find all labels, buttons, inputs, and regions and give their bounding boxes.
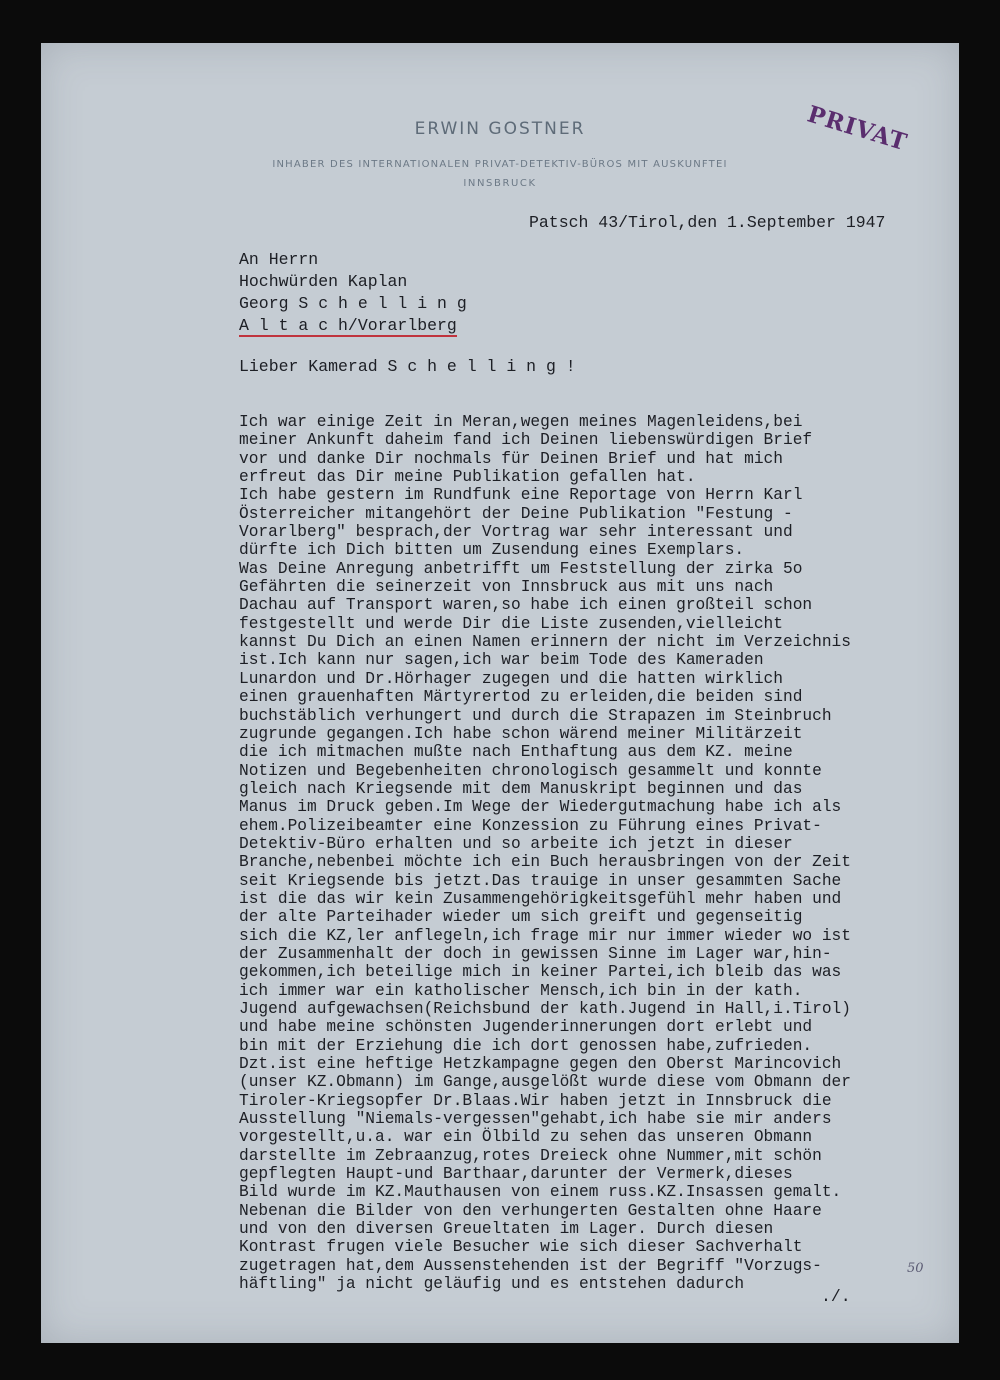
body-line: Ausstellung "Niemals-vergessen"gehabt,ich habe sie mir anders <box>239 1110 832 1129</box>
body-line: Detektiv-Büro erhalten und so arbeite ich jetzt in dieser <box>239 834 793 853</box>
body-line: festgestellt und werde Dir die Liste zusenden,vielleicht <box>239 614 783 633</box>
body-line: Branche,nebenbei möchte ich ein Buch herausbringen von der Zeit <box>239 853 851 872</box>
body-line: seit Kriegsende bis jetzt.Das trauige in unser gesammten Sache <box>239 871 842 890</box>
body-line: meiner Ankunft daheim fand ich Deinen liebenswürdigen Brief <box>239 431 813 450</box>
body-line: vor und danke Dir nochmals für Deinen Brief und hat mich <box>239 449 783 468</box>
body-line: Vorarlberg" besprach,der Vortrag war sehr interessant und <box>239 523 793 542</box>
body-line: Gefährten die seinerzeit von Innsbruck aus mit uns nach <box>239 578 774 597</box>
body-line: dürfte ich Dich bitten um Zusendung eines Exemplars. <box>239 541 745 560</box>
body-line: Jugend aufgewachsen(Reichsbund der kath.Jugend in Hall,i.Tirol) <box>239 1000 851 1018</box>
letterhead-name: ERWIN GOSTNER <box>414 119 586 139</box>
letterhead-subtitle: INHABER DES INTERNATIONALEN PRIVAT-DETEKTIV-BÜROS MIT AUSKUNFTEI <box>272 159 728 170</box>
body-line: Bild wurde im KZ.Mauthausen von einem russ.KZ.Insassen gemalt. <box>239 1183 842 1202</box>
body-line: Tiroler-Kriegsopfer Dr.Blaas.Wir haben jetzt in Innsbruck die <box>239 1091 832 1110</box>
body-line: erfreut das Dir meine Publikation gefallen hat. <box>239 468 696 487</box>
address-line-4: A l t a c h/Vorarlberg <box>239 316 457 335</box>
privat-stamp: PRIVAT <box>804 100 911 157</box>
address-line-1: An Herrn <box>239 250 319 269</box>
body-line: der alte Parteihader wieder um sich greift und gegenseitig <box>239 908 803 927</box>
letter-body <box>239 413 959 1294</box>
body-line: Lunardon und Dr.Hörhager zugegen und die hatten wirklich <box>239 669 783 688</box>
body-line: gleich nach Kriegsende mit dem Manuskript beginnen und das <box>239 779 803 798</box>
body-line: Ich habe gestern im Rundfunk eine Reportage von Herrn Karl <box>239 486 803 505</box>
body-line: gepflegten Haupt-und Barthaar,darunter der Vermerk,dieses <box>239 1165 793 1184</box>
greeting: Lieber Kamerad S c h e l l i n g ! <box>239 357 576 376</box>
letterhead-city: INNSBRUCK <box>463 178 537 189</box>
body-line: vorgestellt,u.a. war ein Ölbild zu sehen das unseren Obmann <box>239 1128 813 1147</box>
letter-sheet <box>41 43 959 1343</box>
body-line: der Zusammenhalt der doch in gewissen Sinne im Lager war,hin- <box>239 944 832 963</box>
address-line-4-wrap <box>239 315 467 337</box>
body-line: bin mit der Erziehung die ich dort genossen habe,zufrieden. <box>239 1036 813 1055</box>
body-line: zugetragen hat,dem Aussenstehenden ist der Begriff "Vorzugs- <box>239 1256 822 1275</box>
body-line: Dachau auf Transport waren,so habe ich einen großteil schon <box>239 596 813 615</box>
body-line: einen grauenhaften Märtyrertod zu erleiden,die beiden sind <box>239 688 803 707</box>
page-number: 50 <box>907 1261 924 1276</box>
body-line: kannst Du Dich an einen Namen erinnern der nicht im Verzeichnis <box>239 633 851 652</box>
body-line: ich immer war ein katholischer Mensch,ich bin in der kath. <box>239 981 803 1000</box>
date-line: Patsch 43/Tirol,den 1.September 1947 <box>529 213 886 232</box>
body-line: (unser KZ.Obmann) im Gange,ausgelößt wurde diese vom Obmann der <box>239 1073 851 1092</box>
body-line: und von den diversen Greueltaten im Lager. Durch diesen <box>239 1220 774 1239</box>
body-line: ehem.Polizeibeamter eine Konzession zu Führung eines Privat- <box>239 816 822 835</box>
body-line: zugrunde gegangen.Ich habe schon wärend meiner Militärzeit <box>239 724 803 743</box>
body-line: Kontrast frugen viele Besucher wie sich dieser Sachverhalt <box>239 1238 803 1257</box>
body-line: sich die KZ,ler anflegeln,ich frage mir nur immer wieder wo ist <box>239 926 851 945</box>
body-line: Ich war einige Zeit in Meran,wegen meines Magenleidens,bei <box>239 413 803 431</box>
body-line: die ich mitmachen mußte nach Enthaftung aus dem KZ. meine <box>239 743 793 762</box>
body-line: und habe meine schönsten Jugenderinnerungen dort erlebt und <box>239 1018 813 1037</box>
body-line: Was Deine Anregung anbetrifft um Feststellung der zirka 5o <box>239 559 803 578</box>
body-line: buchstäblich verhungert und durch die Strapazen im Steinbruch <box>239 706 832 725</box>
body-line: Nebenan die Bilder von den verhungerten Gestalten ohne Haare <box>239 1201 822 1220</box>
body-line: ist die das wir kein Zusammengehörigkeitsgefühl mehr haben und <box>239 889 842 908</box>
address-line-2: Hochwürden Kaplan <box>239 272 408 291</box>
continuation-mark: ./. <box>821 1287 851 1306</box>
body-line: Manus im Druck geben.Im Wege der Wiedergutmachung habe ich als <box>239 798 842 817</box>
body-line: ist.Ich kann nur sagen,ich war beim Tode des Kameraden <box>239 651 764 670</box>
body-line: Dzt.ist eine heftige Hetzkampagne gegen den Oberst Marincovich <box>239 1055 842 1074</box>
body-line: darstellte im Zebraanzug,rotes Dreieck ohne Nummer,mit schön <box>239 1146 822 1165</box>
recipient-address <box>239 249 467 337</box>
body-line: Österreicher mitangehört der Deine Publikation "Festung - <box>239 504 793 523</box>
body-line: Notizen und Begebenheiten chronologisch gesammelt und konnte <box>239 761 822 780</box>
body-line: gekommen,ich beteilige mich in keiner Partei,ich bleib das was <box>239 963 842 982</box>
body-line: häftling" ja nicht geläufig und es entstehen dadurch <box>239 1275 745 1294</box>
address-line-3: Georg S c h e l l i n g <box>239 294 467 313</box>
